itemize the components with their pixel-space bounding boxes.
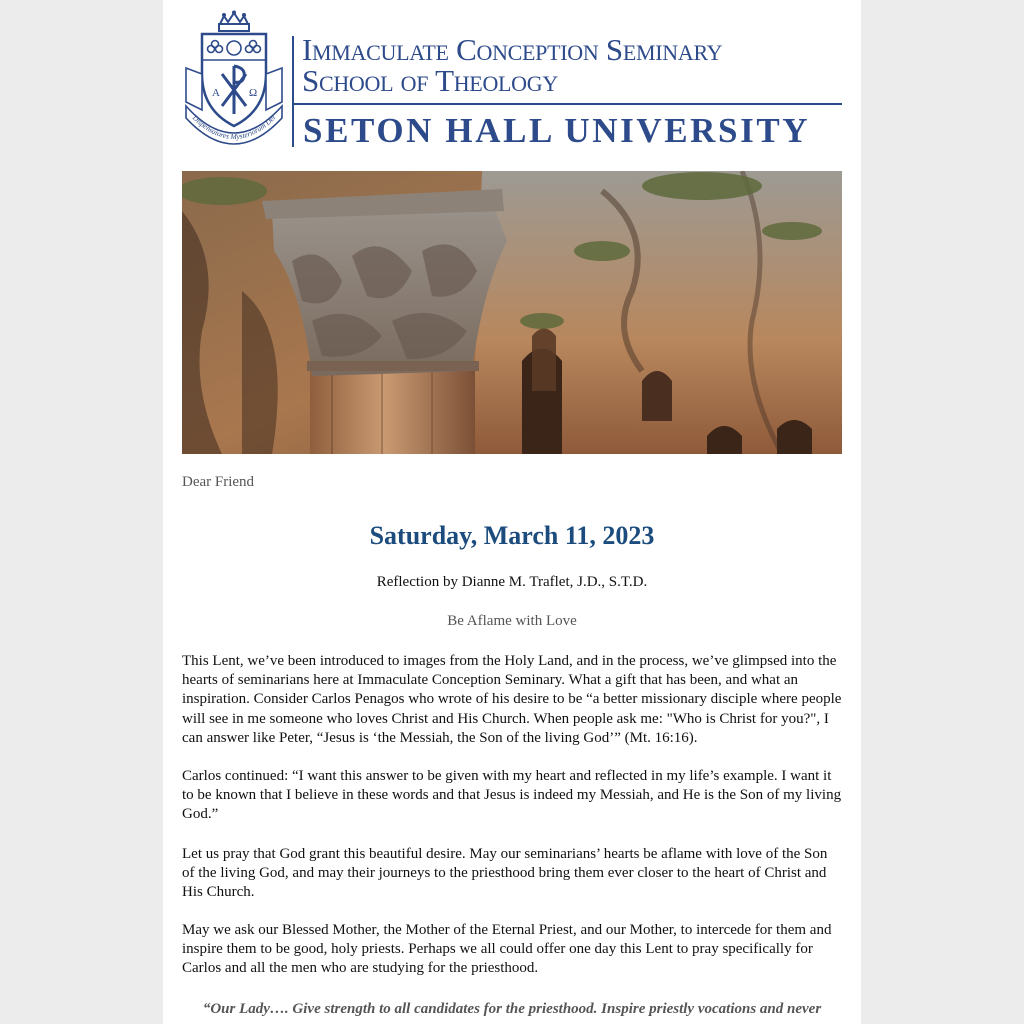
university-name: SETON HALL UNIVERSITY xyxy=(303,111,811,150)
seminary-name-line-1: Immaculate Conception Seminary xyxy=(302,32,723,67)
prayer-quote: “Our Lady…. Give strength to all candidates for the priesthood. Inspire priestly vocations and never xyxy=(202,1001,822,1017)
seminary-crest-icon xyxy=(182,10,286,148)
seminary-logo-header[interactable] xyxy=(182,10,842,150)
crest-omega: Ω xyxy=(249,87,258,99)
paragraph-2: Carlos continued: “I want this answer to be given with my heart and reflected in my life’s example. I want it to be known that I believe in these words and that Jesus is indeed my Messiah, and He is the Son of my living God.” xyxy=(182,768,842,823)
paragraph-1: This Lent, we’ve been introduced to images from the Holy Land, and in the process, we’ve glimpsed into the hearts of seminarians here at Immaculate Conception Seminary. What a gift that has been, and what an inspiration. Consider Carlos Penagos who wrote of his desire to be “a better missionary disciple where people will see in me someone who loves Christ and His Church. When people ask me: "Who is Christ for you?", I can answer like Peter, “Jesus is ‘the Messiah, the Son of the living God’” (Mt. 16:16). xyxy=(182,653,842,746)
ancient-column-cliff-image xyxy=(182,171,842,454)
paragraph-4: May we ask our Blessed Mother, the Mother of the Eternal Priest, and our Mother, to intercede for them and inspire them to be good, holy priests. Perhaps we all could offer one day this Lent to pray specifically for Carlos and all the men who are studying for the priesthood. xyxy=(182,922,832,977)
logo-vertical-rule xyxy=(292,36,294,147)
seminary-name-line-2: School of Theology xyxy=(302,63,558,98)
email-page xyxy=(163,0,861,1024)
paragraph-3: Let us pray that God grant this beautiful desire. May our seminarians’ hearts be aflame with love of the Son of the living God, and may their journeys to the priesthood bring them ever closer to the heart of Christ and His Church. xyxy=(182,846,828,901)
reflection-date: Saturday, March 11, 2023 xyxy=(369,521,655,550)
crest-alpha: A xyxy=(212,87,220,99)
greeting: Dear Friend xyxy=(182,474,255,490)
hero-image[interactable] xyxy=(182,171,842,454)
reflection-subtitle: Be Aflame with Love xyxy=(447,613,577,629)
logo-horizontal-rule xyxy=(292,103,842,105)
crest-motto: Dispensatores Mysteriorum Dei xyxy=(190,113,278,142)
reflection-byline: Reflection by Dianne M. Traflet, J.D., S.T.D. xyxy=(376,574,648,590)
